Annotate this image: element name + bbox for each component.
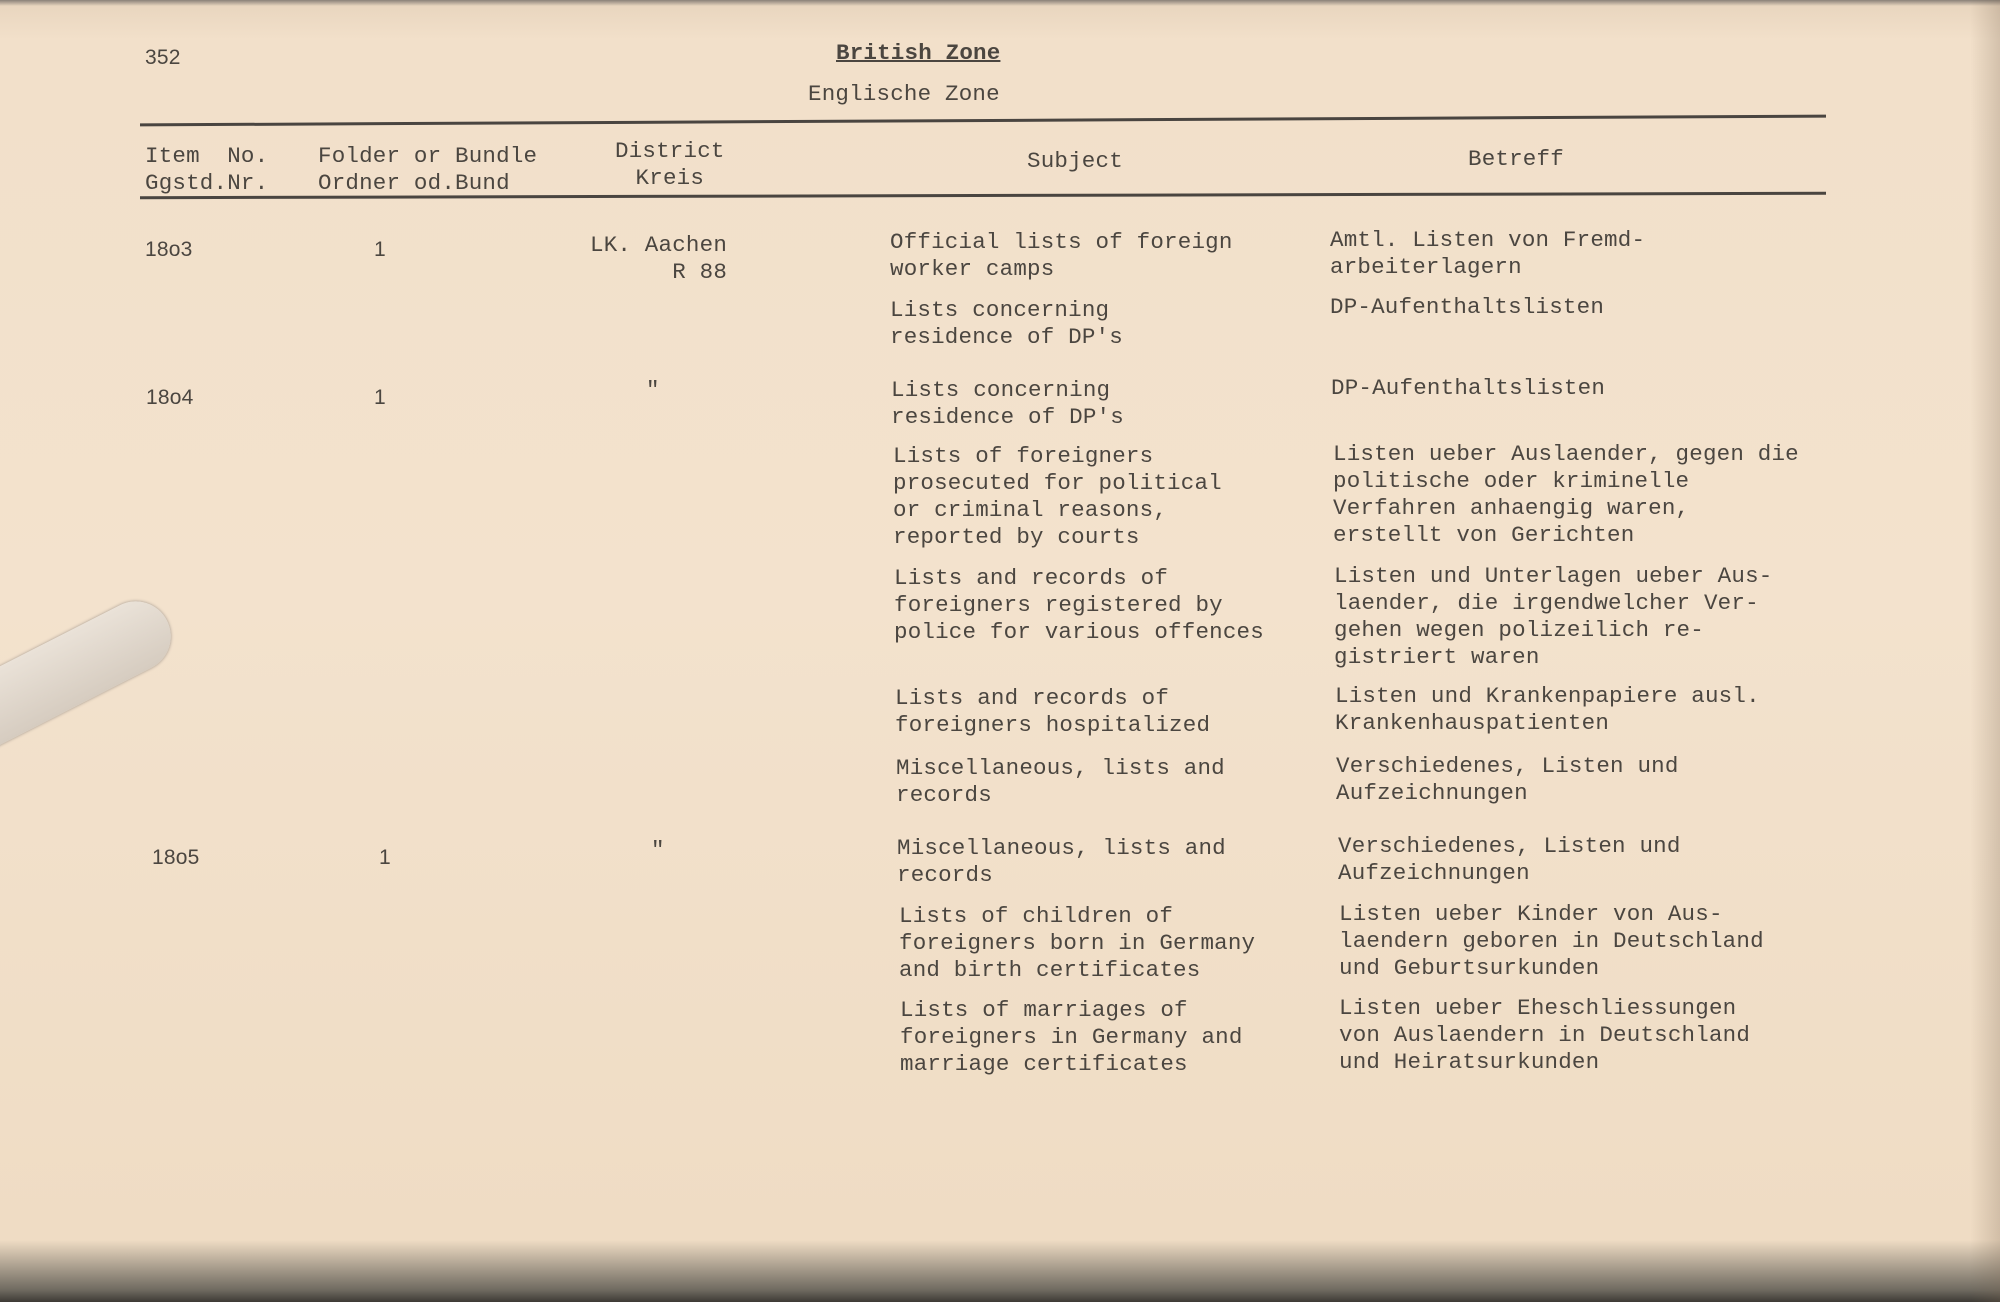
top-rule (140, 115, 1826, 127)
district-ditto: " (651, 837, 665, 863)
betreff: Listen ueber Kinder von Aus- laendern geboren in Deutschland und Geburtsurkunden (1339, 901, 1764, 981)
subject: Lists concerning residence of DP's (891, 377, 1124, 430)
header-folder: Folder or Bundle Ordner od.Bund (318, 143, 538, 196)
page-number: 352 (145, 46, 181, 69)
header-district: District Kreis (615, 138, 725, 191)
subject: Lists concerning residence of DP's (890, 297, 1123, 350)
header-item-no: Item No. Ggstd.Nr. (145, 143, 269, 196)
betreff: Verschiedenes, Listen und Aufzeichnungen (1338, 833, 1681, 886)
pen-object (0, 589, 183, 760)
betreff: Amtl. Listen von Fremd- arbeiterlagern (1330, 227, 1646, 280)
betreff: Listen und Unterlagen ueber Aus- laender, die irgendwelcher Ver- gehen wegen polizeilich re- gistriert waren (1334, 563, 1773, 670)
subject: Lists of marriages of foreigners in Germany and marriage certificates (900, 997, 1243, 1077)
subject: Lists of foreigners prosecuted for political or criminal reasons, reported by courts (893, 443, 1222, 550)
item-number: 18o4 (146, 386, 194, 409)
subject: Lists and records of foreigners hospitalized (895, 685, 1211, 738)
subject: Official lists of foreign worker camps (890, 229, 1233, 282)
subject: Miscellaneous, lists and records (897, 835, 1226, 888)
header-betreff: Betreff (1468, 146, 1564, 172)
betreff: Verschiedenes, Listen und Aufzeichnungen (1336, 753, 1679, 806)
folder-number: 1 (379, 846, 391, 869)
subject: Lists of children of foreigners born in Germany and birth certificates (899, 903, 1256, 983)
subject: Miscellaneous, lists and records (896, 755, 1225, 808)
betreff: Listen ueber Eheschliessungen von Auslaendern in Deutschland und Heiratsurkunden (1339, 995, 1751, 1075)
page-subtitle: Englische Zone (808, 81, 1000, 107)
folder-number: 1 (374, 386, 386, 409)
folder-number: 1 (374, 238, 386, 261)
page-edge-shadow (1970, 0, 2000, 1302)
district: LK. Aachen R 88 (590, 232, 728, 285)
page-title: British Zone (836, 40, 1001, 66)
betreff: DP-Aufenthaltslisten (1330, 294, 1605, 320)
item-number: 18o3 (145, 238, 193, 261)
betreff: Listen und Krankenpapiere ausl. Krankenhauspatienten (1335, 683, 1760, 736)
betreff: DP-Aufenthaltslisten (1331, 375, 1606, 401)
header-subject: Subject (1027, 148, 1123, 174)
subject: Lists and records of foreigners registered by police for various offences (894, 565, 1264, 645)
district-ditto: " (646, 377, 660, 403)
betreff: Listen ueber Auslaender, gegen die politische oder kriminelle Verfahren anhaengig waren, erstellt von Gerichten (1333, 441, 1799, 548)
item-number: 18o5 (152, 846, 200, 869)
